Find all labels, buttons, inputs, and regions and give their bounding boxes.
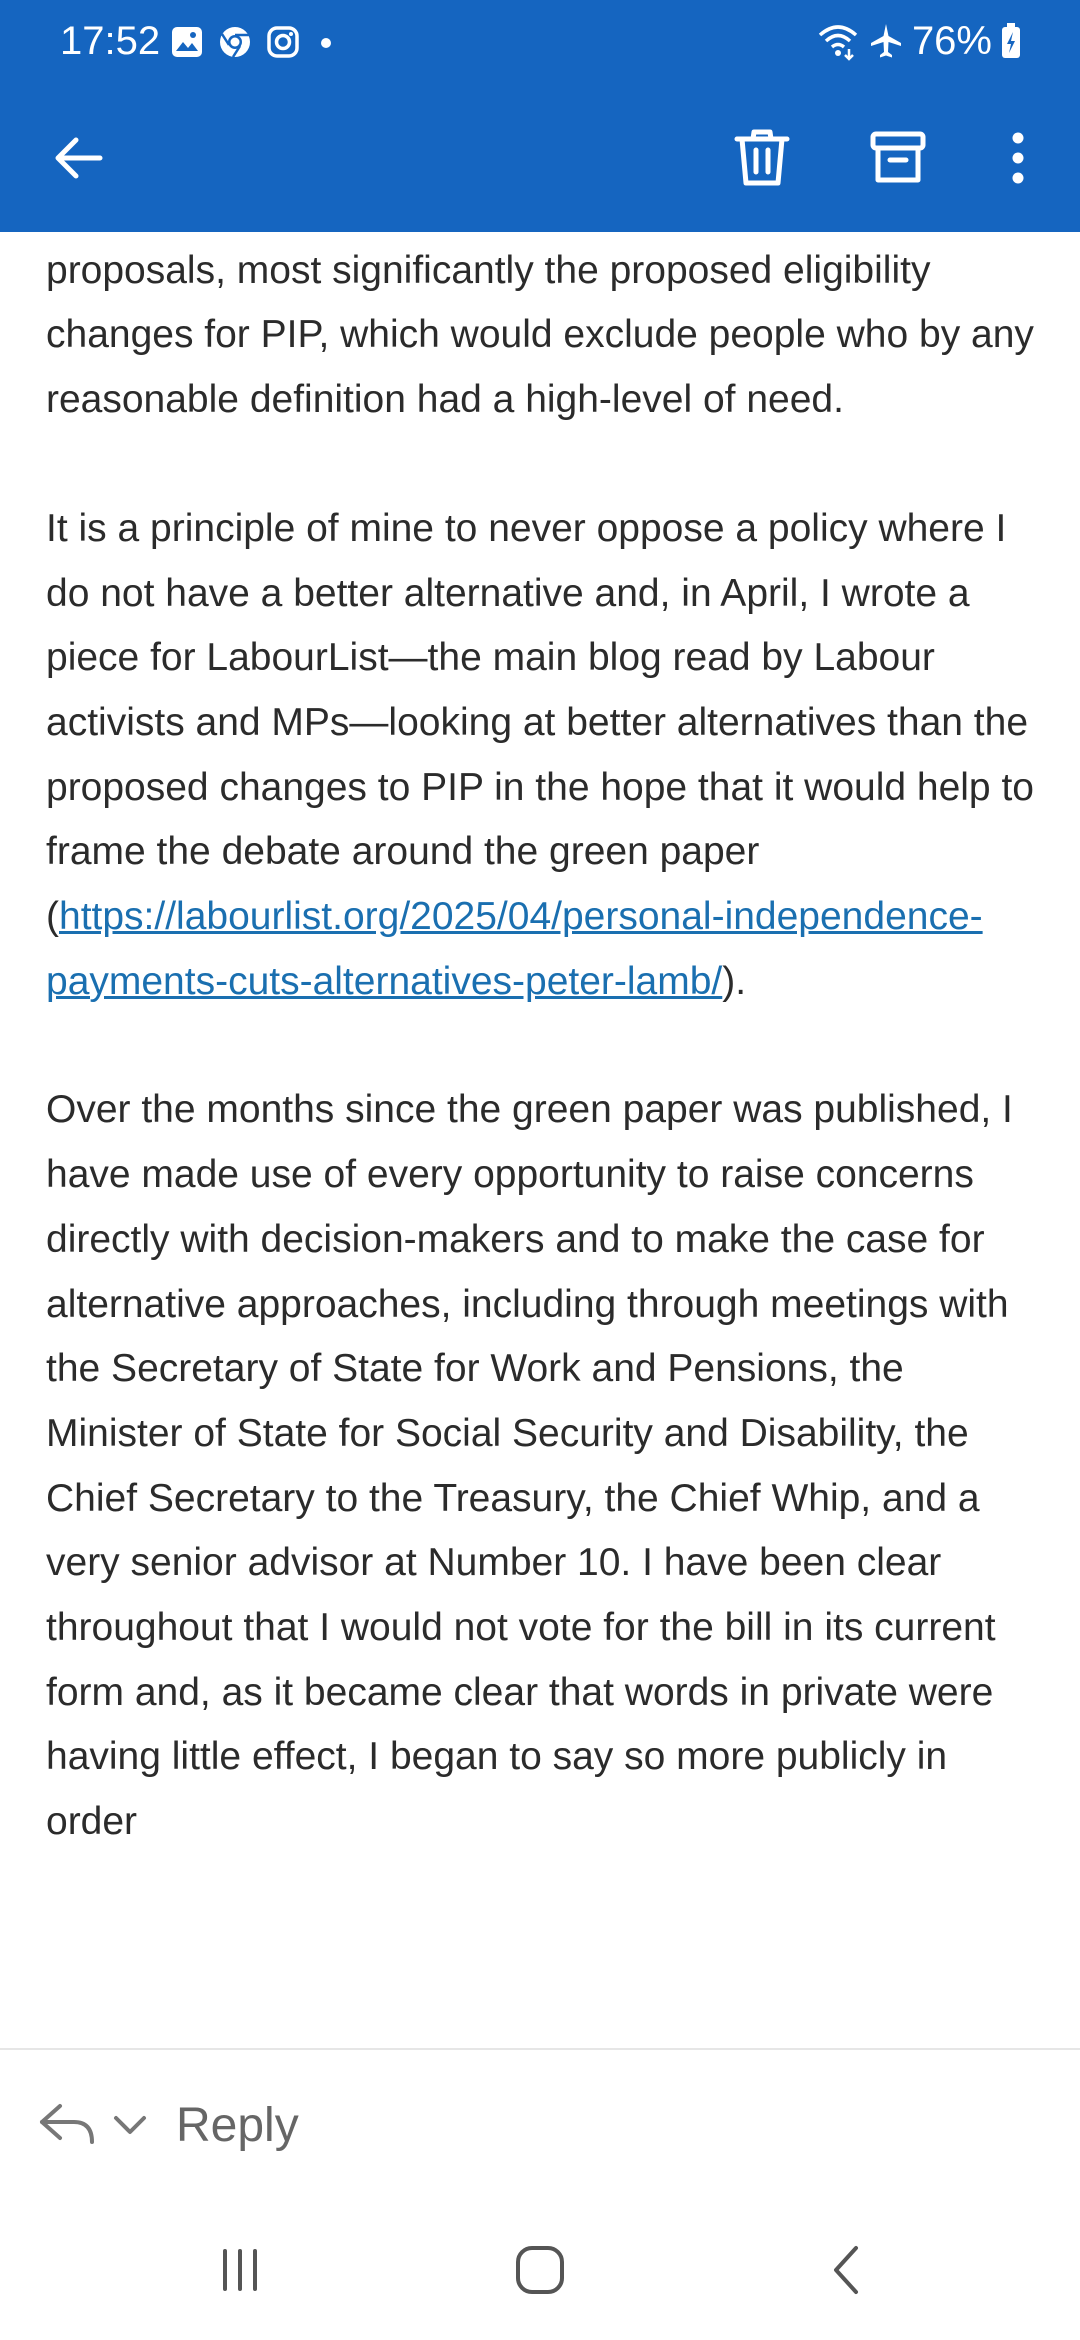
paragraph-2-text: It is a principle of mine to never oppose a policy where I do not have a better alternative and, in April, I wrote a piece for LabourList—the main blog read by Labour activists and MPs—looking at better alternatives than the proposed changes to PIP in the hope that it would help to frame the debate around the green paper ( [46,506,1034,939]
home-button[interactable] [490,2230,590,2310]
battery-percentage: 76% [911,19,992,63]
delete-icon [733,127,791,189]
notification-dot-icon [314,25,338,59]
battery-charging-icon [1000,22,1022,60]
delete-button[interactable] [722,118,802,198]
system-status-icons [816,16,1022,66]
email-paragraph-2 [46,497,1046,1015]
email-body-text [46,174,1046,1919]
home-icon [512,2242,568,2298]
reply-label[interactable]: Reply [176,2099,299,2152]
archive-button[interactable] [858,118,938,198]
chevron-down-icon [110,2110,150,2140]
more-options-button[interactable] [978,118,1058,198]
email-paragraph-1: proposals, most significantly the proposed eligibility changes for PIP, which would exclude people who by any reasonable definition had a high-level of need. [46,248,1034,422]
notification-icons [170,22,338,62]
airplane-mode-icon [868,21,904,61]
reply-bar [0,2048,1080,2202]
system-navigation-bar [0,2200,1080,2340]
paragraph-2-end: ). [722,959,747,1003]
reply-icon [38,2100,96,2150]
back-arrow-icon [50,130,106,186]
system-back-button[interactable] [796,2230,896,2310]
gallery-icon [170,25,204,59]
back-button[interactable] [38,118,118,198]
archive-icon [869,130,927,186]
email-paragraph-3: Over the months since the green paper was published, I have made use of every opportunity to raise concerns directly with decision-makers and to make the case for alternative approaches, including through meetings with the Secretary of State for Work and Pensions, the Minister of State for Social Security and Disability, the Chief Secretary to the Treasury, the Chief Whip, and a very senior advisor at Number 10. I have been clear throughout that I would not vote for the bill in its current form and, as it became clear that words in private were having little effect, I began to say so more publicly in order [46,1088,1013,1844]
chrome-icon [218,25,252,59]
wifi-icon [816,21,860,61]
email-toolbar [0,100,1080,210]
instagram-icon [266,25,300,59]
status-time: 17:52 [60,19,161,63]
recent-apps-icon [215,2245,265,2295]
back-chevron-icon [826,2242,866,2298]
app-header [0,0,1080,232]
more-options-icon [1008,130,1028,186]
status-bar [0,0,1080,84]
email-body[interactable] [46,232,1046,2048]
recent-apps-button[interactable] [190,2230,290,2310]
reply-options-button[interactable] [110,2110,150,2145]
labourlist-link[interactable]: https://labourlist.org/2025/04/personal-independence-payments-cuts-alternatives-peter-lamb/ [46,895,983,1003]
reply-button[interactable] [38,2100,96,2155]
